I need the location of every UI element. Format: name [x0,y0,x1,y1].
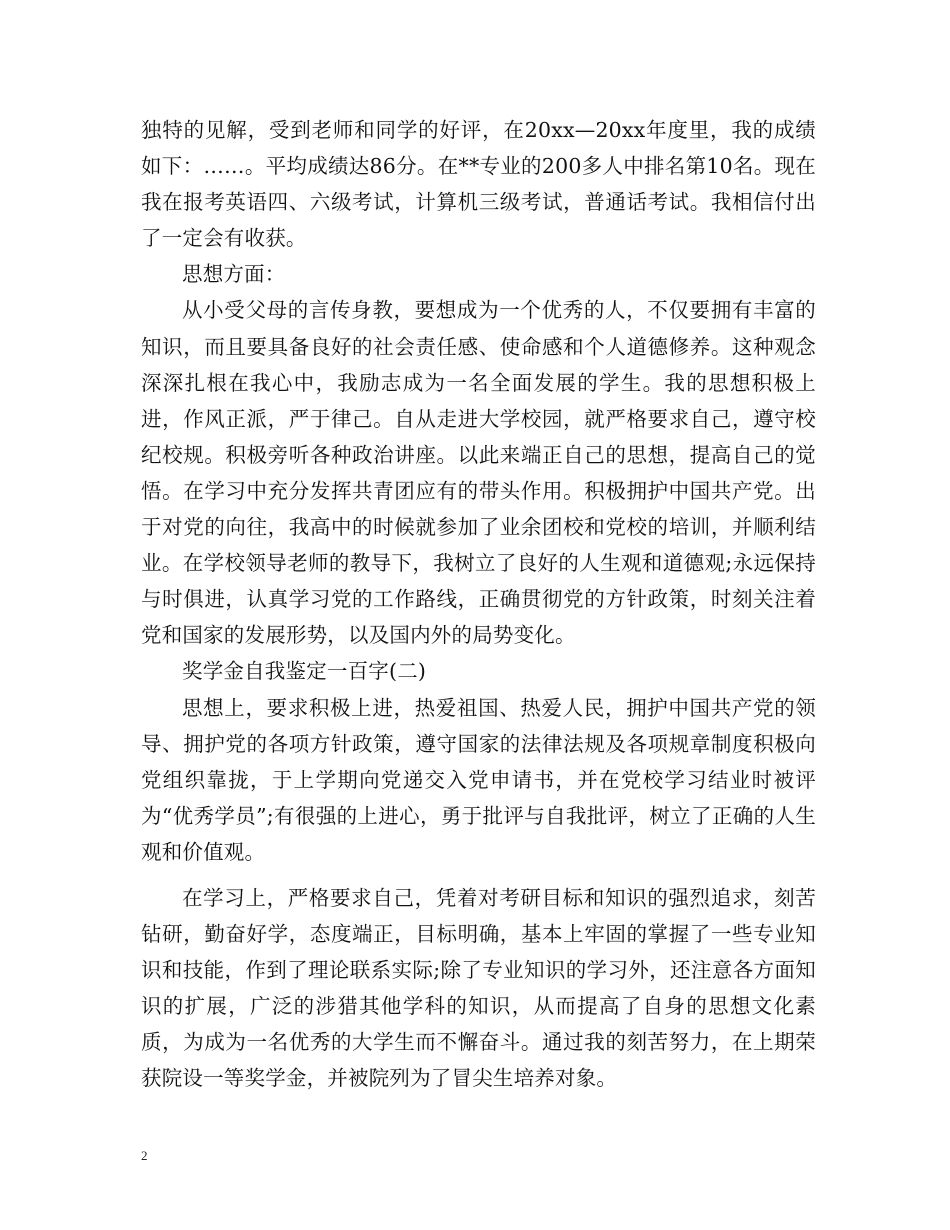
section-heading-thought: 思想方面： [182,262,286,287]
paragraph-ideology: 思想上，要求积极上进，热爱祖国、热爱人民，拥护中国共产党的领导、拥护党的各项方针政策，遵守国家的法律法规及各项规章制度积极向党组织靠拢，于上学期向党递交入党申请书，并在党校学习结业时被评为“优秀学员”;有很强的上进心，勇于批评与自我批评，树立了正确的人生观和价值观。 [141,695,816,864]
page-number: 2 [141,1148,148,1163]
paragraph-study: 在学习上，严格要求自己，凭着对考研目标和知识的强烈追求，刻苦钻研，勤奋好学，态度端正，目标明确，基本上牢固的掌握了一些专业知识和技能，作到了理论联系实际;除了专业知识的学习外，还注意各方面知识的扩展，广泛的涉猎其他学科的知识，从而提高了自身的思想文化素质，为成为一名优秀的大学生而不懈奋斗。通过我的刻苦努力，在上期荣获院设一等奖学金，并被院列为了冒尖生培养对象。 [141,885,816,1091]
document-body [141,112,816,1097]
section-title-self-appraisal-2: 奖学金自我鉴定一百字(二) [182,659,427,684]
paragraph-academic-results: 独特的见解，受到老师和同学的好评，在20xx—20xx年度里，我的成绩如下：……。平均成绩达86分。在**专业的200多人中排名第10名。现在我在报考英语四、六级考试，计算机三级考试，普通话考试。我相信付出了一定会有收获。 [141,118,816,251]
paragraph-thought: 从小受父母的言传身教，要想成为一个优秀的人，不仅要拥有丰富的知识，而且要具备良好的社会责任感、使命感和个人道德修养。这种观念深深扎根在我心中，我励志成为一名全面发展的学生。我的思想积极上进，作风正派，严于律己。自从走进大学校园，就严格要求自己，遵守校纪校规。积极旁听各种政治讲座。以此来端正自己的思想，提高自己的觉悟。在学习中充分发挥共青团应有的带头作用。积极拥护中国共产党。出于对党的向往，我高中的时候就参加了业余团校和党校的培训，并顺利结业。在学校领导老师的教导下，我树立了良好的人生观和道德观;永远保持与时俱进，认真学习党的工作路线，正确贯彻党的方针政策，时刻关注着党和国家的发展形势，以及国内外的局势变化。 [141,298,816,648]
